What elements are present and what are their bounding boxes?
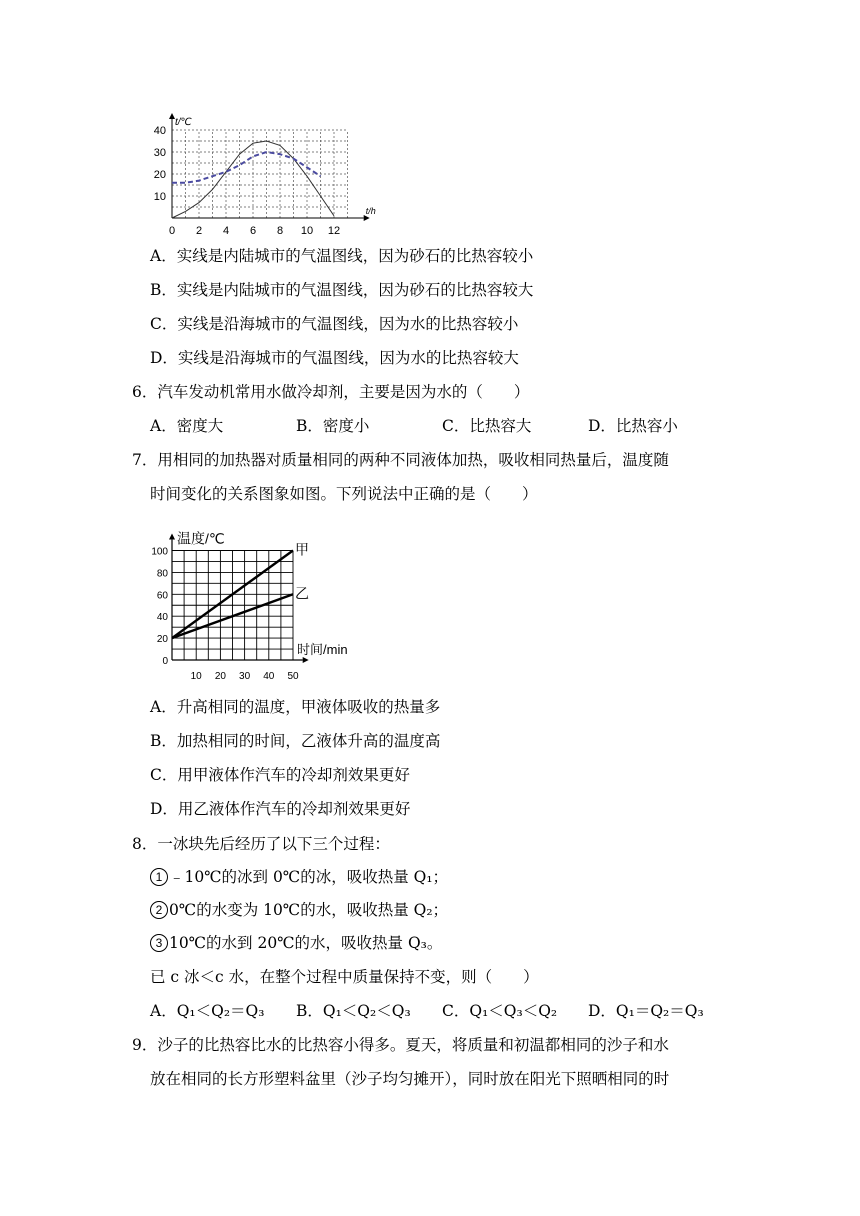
y-tick-label: 10 [153, 191, 166, 203]
y-axis-label: 温度/℃ [177, 530, 225, 547]
y-tick-label: 40 [156, 612, 168, 624]
y-tick-label: 100 [151, 546, 168, 558]
q7-option-d: D．用乙液体作汽车的冷却剂效果更好 [150, 800, 411, 818]
q8-process-2 [150, 900, 448, 920]
temperature-time-chart [140, 100, 376, 240]
q7-option-a: A．升高相同的温度，甲液体吸收的热量多 [150, 698, 441, 716]
q9-line2: 放在相同的长方形塑料盆里（沙子均匀摊开），同时放在阳光下照晒相同的时 [150, 1070, 670, 1088]
q5-option-b: B．实线是内陆城市的气温图线，因为砂石的比热容较大 [150, 281, 534, 299]
q8-option-d: D．Q₁＝Q₂＝Q₃ [588, 1002, 704, 1020]
chart-labels [151, 531, 347, 682]
x-tick-label: 20 [214, 671, 226, 682]
x-axis-label: 时间/min [297, 642, 348, 657]
q8-option-a: A．Q₁＜Q₂＝Q₃ [150, 1002, 265, 1020]
y-axis-label: t/℃ [175, 117, 192, 128]
q8-condition: 已 c 冰＜c 水，在整个过程中质量保持不变，则（ ） [150, 968, 539, 986]
series-line-dashed [172, 152, 321, 183]
q9-line1: 9．沙子的比热容比水的比热容小得多。夏天，将质量和初温都相同的沙子和水 [132, 1036, 669, 1054]
q6-option-b: B．密度小 [296, 417, 370, 435]
y-tick-label: 60 [156, 590, 168, 602]
y-tick-label: 30 [153, 147, 166, 159]
x-axis-label: t/h [365, 206, 376, 216]
x-tick-label: 4 [222, 225, 230, 237]
q8-process-2-text: 0℃的水变为 10℃的水，吸收热量 Q₂； [169, 901, 449, 919]
q5-option-a: A．实线是内陆城市的气温图线，因为砂石的比热容较小 [150, 247, 534, 265]
q8-option-c: C．Q₁＜Q₃＜Q₂ [442, 1002, 558, 1020]
q5-option-d: D．实线是沿海城市的气温图线，因为水的比热容较大 [150, 349, 519, 367]
q6-stem: 6．汽车发动机常用水做冷却剂，主要是因为水的（ ） [132, 383, 530, 401]
x-tick-label: 12 [327, 225, 341, 237]
y-tick-label: 20 [153, 169, 166, 181]
x-tick-label: 50 [287, 671, 299, 682]
q8-stem: 8．一冰块先后经历了以下三个过程： [132, 835, 390, 853]
x-tick-label: 30 [239, 671, 251, 682]
q6-option-d: D．比热容小 [588, 417, 678, 435]
q8-process-3-text: 10℃的水到 20℃的水，吸收热量 Q₃。 [169, 934, 443, 952]
q8-process-1-text: ﹣10℃的冰到 0℃的冰，吸收热量 Q₁； [169, 868, 449, 886]
q7-stem-line2: 时间变化的关系图象如图。下列说法中正确的是（ ） [150, 485, 538, 503]
x-axis-arrow [303, 657, 309, 663]
q6-option-c: C．比热容大 [442, 417, 532, 435]
y-tick-label: 20 [156, 634, 168, 646]
y-axis-arrow [169, 534, 175, 540]
chart-grid [172, 551, 293, 661]
x-tick-label: 8 [276, 225, 284, 237]
x-tick-label: 40 [263, 671, 275, 682]
series-label-jia: 甲 [295, 541, 309, 558]
x-tick-label: 6 [249, 225, 257, 237]
q7-stem-line1: 7．用相同的加热器对质量相同的两种不同液体加热，吸收相同热量后，温度随 [132, 451, 669, 469]
x-tick-label: 10 [300, 225, 314, 237]
x-tick-label: 10 [190, 671, 202, 682]
q8-process-1 [150, 867, 448, 887]
y-tick-label: 40 [153, 125, 166, 137]
q7-option-b: B．加热相同的时间，乙液体升高的温度高 [150, 732, 441, 750]
circled-number-3: 3 [150, 934, 168, 952]
q6-options [150, 416, 730, 436]
q8-options [150, 1001, 730, 1021]
series-label-yi: 乙 [295, 585, 309, 602]
x-tick-label: 2 [195, 225, 203, 237]
circled-number-2: 2 [150, 901, 168, 919]
q6-option-a: A．密度大 [150, 417, 224, 435]
y-tick-label: 80 [156, 568, 168, 580]
chart-grid [172, 130, 348, 218]
y-tick-label: 0 [162, 656, 168, 667]
x-tick-label: 0 [168, 225, 176, 237]
q7-option-c: C．用甲液体作汽车的冷却剂效果更好 [150, 766, 410, 784]
chart-labels [154, 117, 376, 237]
q8-process-3 [150, 933, 442, 953]
heating-chart [140, 516, 370, 686]
q5-option-c: C．实线是沿海城市的气温图线，因为水的比热容较小 [150, 315, 519, 333]
circled-number-1: 1 [150, 868, 168, 886]
q8-option-b: B．Q₁＜Q₂＜Q₃ [296, 1002, 411, 1020]
